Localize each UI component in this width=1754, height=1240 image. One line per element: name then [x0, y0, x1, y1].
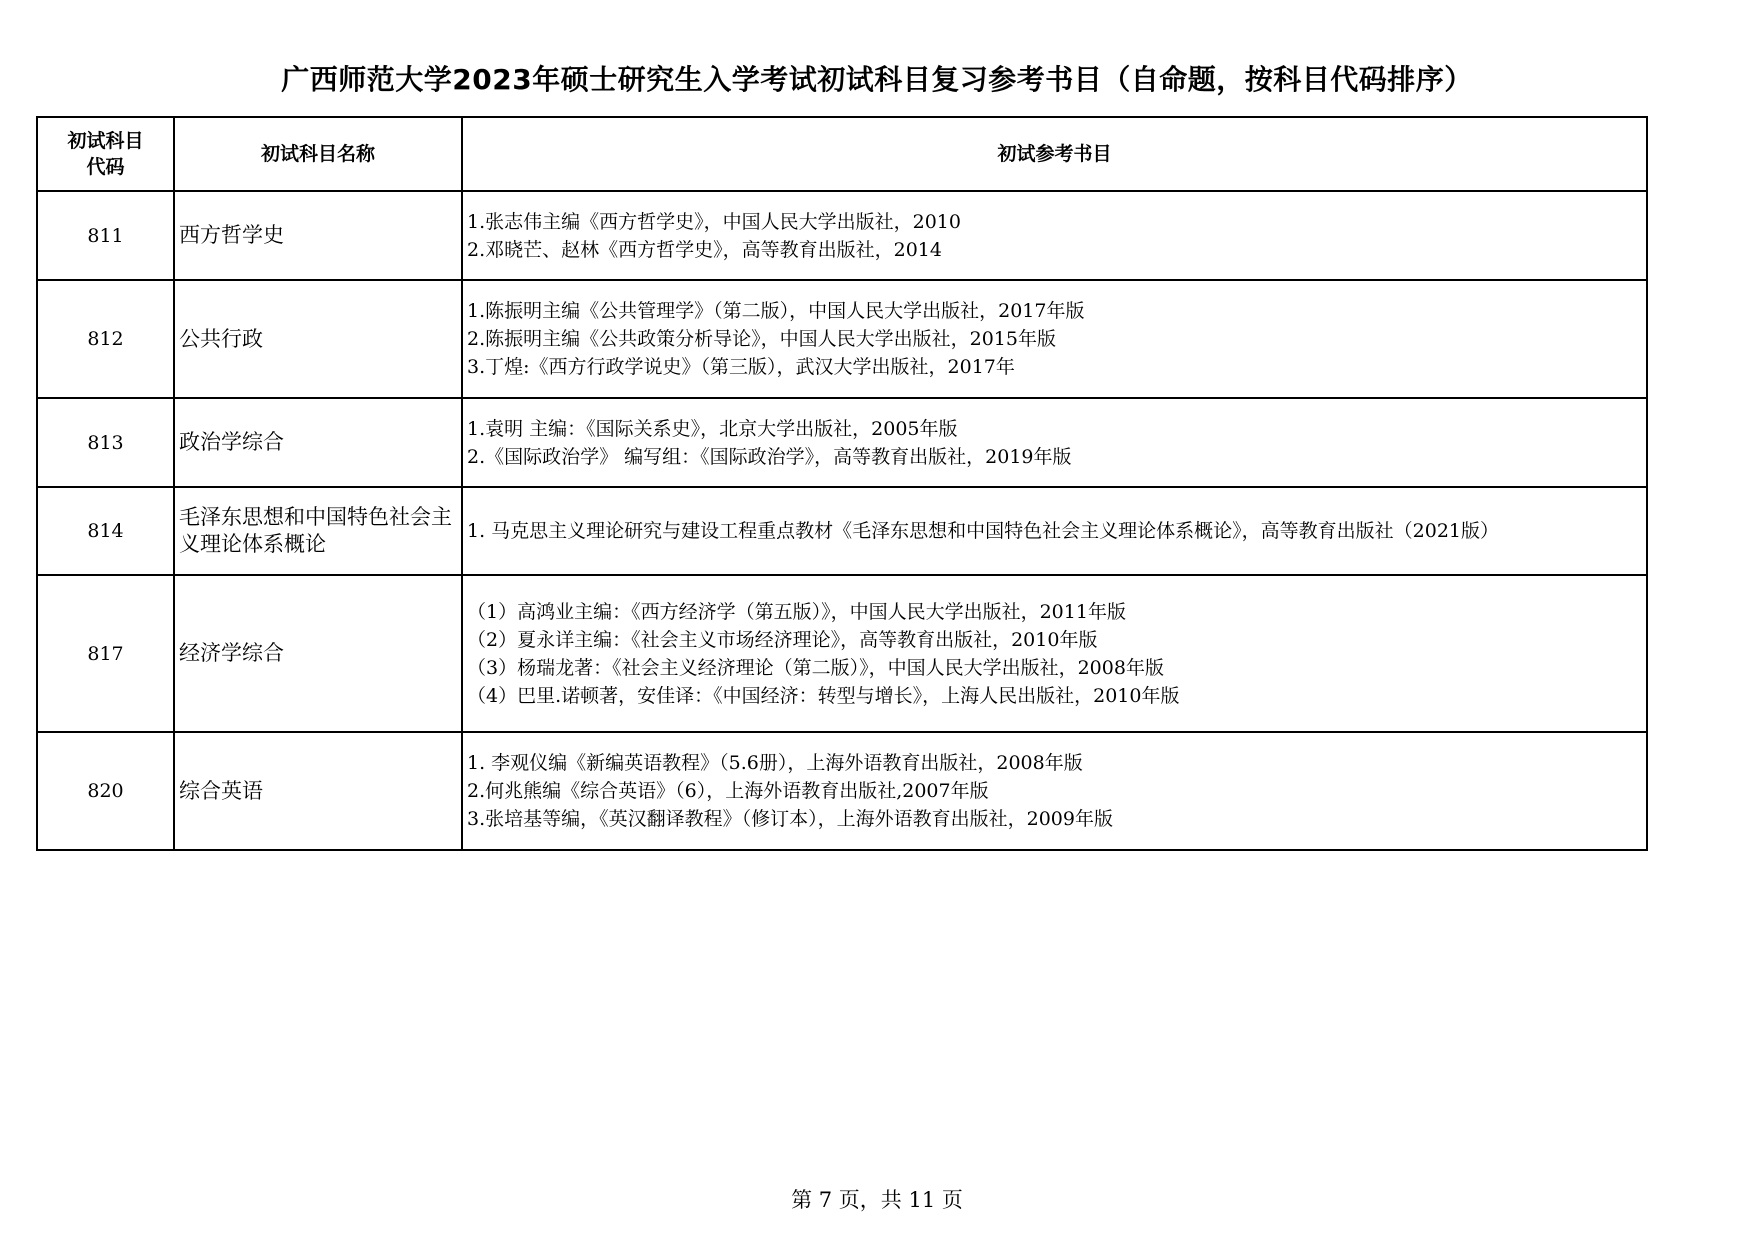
subject-code: 813: [37, 398, 174, 487]
table-row: [37, 280, 1647, 398]
table-row: [37, 398, 1647, 487]
book-item: 1. 李观仪编《新编英语教程》（5.6册），上海外语教育出版社，2008年版: [467, 752, 1083, 774]
book-item: （4）巴里.诺顿著，安佳译：《中国经济：转型与增长》，上海人民出版社，2010年版: [467, 684, 1180, 707]
book-item: 2.《国际政治学》 编写组：《国际政治学》，高等教育出版社，2019年版: [467, 445, 1072, 468]
book-item: 1. 马克思主义理论研究与建设工程重点教材《毛泽东思想和中国特色社会主义理论体系概论》，高等教育出版社（2021版）: [467, 520, 1500, 542]
book-item: 1.袁明 主编：《国际关系史》，北京大学出版社，2005年版: [467, 417, 958, 440]
book-item: （2）夏永详主编：《社会主义市场经济理论》，高等教育出版社，2010年版: [467, 628, 1098, 651]
book-list: [462, 191, 1647, 280]
book-list: [462, 280, 1647, 398]
table-row: [37, 487, 1647, 575]
header-name: 初试科目名称: [174, 117, 462, 191]
book-item: 3.张培基等编，《英汉翻译教程》（修订本），上海外语教育出版社，2009年版: [467, 808, 1113, 830]
table-row: [37, 191, 1647, 280]
header-code-line1: 初试科目: [67, 130, 144, 152]
page-title: 广西师范大学2023年硕士研究生入学考试初试科目复习参考书目（自命题，按科目代码排序）: [281, 63, 1473, 96]
subject-name: 西方哲学史: [174, 191, 462, 280]
reference-table: [36, 116, 1648, 851]
page-footer: 第 7 页，共 11 页: [791, 1188, 963, 1212]
book-list: [462, 575, 1647, 732]
header-code-line2: 代码: [86, 156, 125, 178]
subject-name: 经济学综合: [174, 575, 462, 732]
book-item: 1.张志伟主编《西方哲学史》，中国人民大学出版社，2010: [467, 210, 961, 233]
subject-name: 毛泽东思想和中国特色社会主义理论体系概论: [174, 487, 462, 575]
book-item: （1）高鸿业主编：《西方经济学（第五版）》，中国人民大学出版社，2011年版: [467, 600, 1126, 623]
header-books: 初试参考书目: [462, 117, 1647, 191]
subject-name: 公共行政: [174, 280, 462, 398]
book-item: 3.丁煌:《西方行政学说史》（第三版），武汉大学出版社，2017年: [467, 356, 1015, 378]
table-row: [37, 732, 1647, 850]
table-row: [37, 575, 1647, 732]
subject-name: 政治学综合: [174, 398, 462, 487]
subject-code: 817: [37, 575, 174, 732]
subject-name: 综合英语: [174, 732, 462, 850]
book-item: 2.何兆熊编《综合英语》（6），上海外语教育出版社,2007年版: [467, 780, 989, 802]
book-list: [462, 487, 1647, 575]
book-item: 2.邓晓芒、赵林《西方哲学史》，高等教育出版社，2014: [467, 238, 942, 261]
book-item: 2.陈振明主编《公共政策分析导论》，中国人民大学出版社，2015年版: [467, 328, 1056, 350]
subject-code: 814: [37, 487, 174, 575]
book-item: （3）杨瑞龙著：《社会主义经济理论（第二版）》，中国人民大学出版社，2008年版: [467, 656, 1164, 679]
subject-code: 812: [37, 280, 174, 398]
header-code: [37, 117, 174, 191]
subject-code: 820: [37, 732, 174, 850]
subject-code: 811: [37, 191, 174, 280]
book-list: [462, 732, 1647, 850]
book-item: 1.陈振明主编《公共管理学》（第二版），中国人民大学出版社，2017年版: [467, 300, 1085, 322]
book-list: [462, 398, 1647, 487]
table-header-row: [37, 117, 1647, 191]
